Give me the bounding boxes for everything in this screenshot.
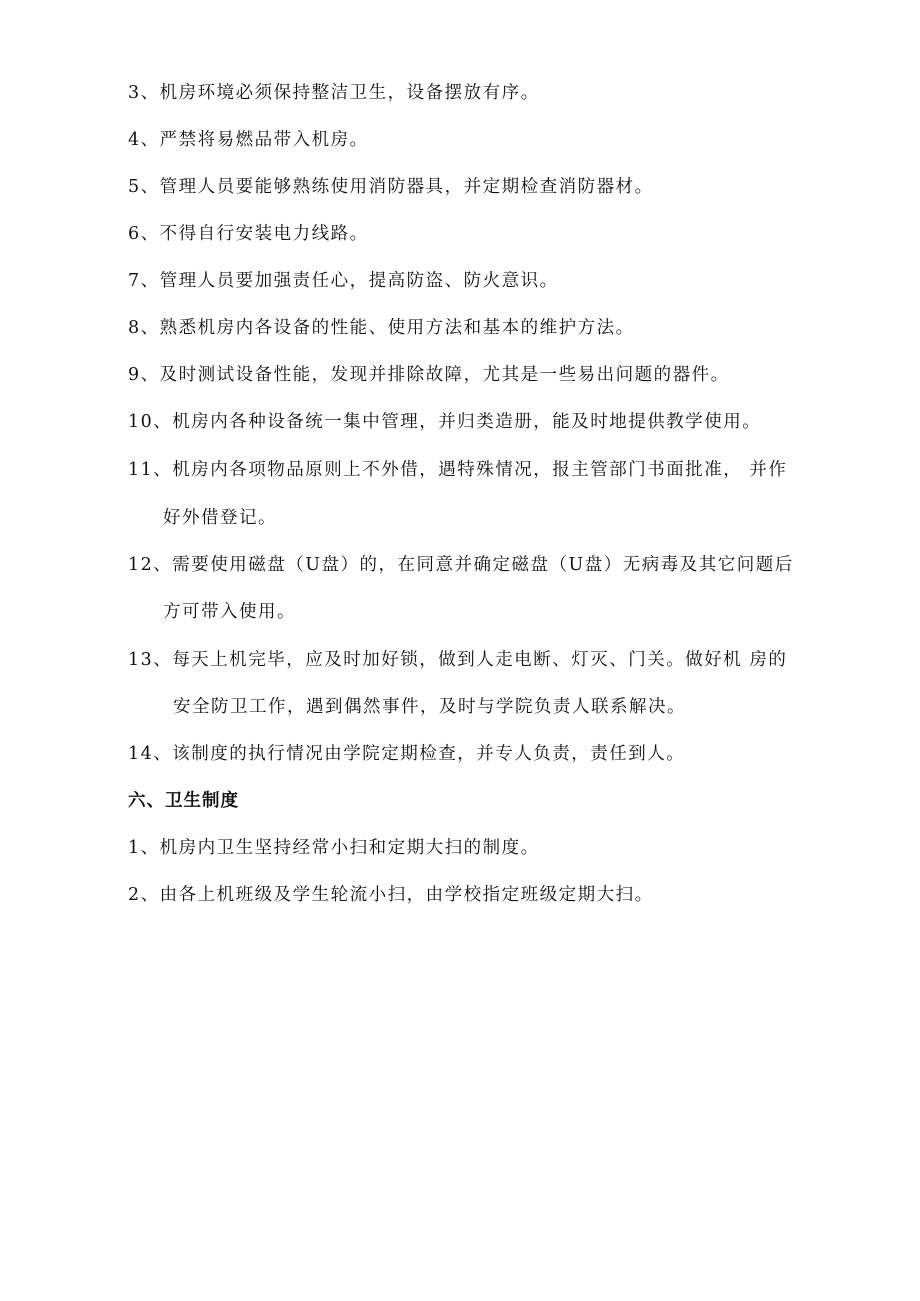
hygiene-item-2: 2、由各上机班级及学生轮流小扫，由学校指定班级定期大扫。 xyxy=(128,885,654,905)
rule-item-8: 8、熟悉机房内各设备的性能、使用方法和基本的维护方法。 xyxy=(128,318,635,338)
rule-item-5: 5、管理人员要能够熟练使用消防器具，并定期检查消防器材。 xyxy=(128,177,654,197)
rule-item-12-continuation: 方可带入使用。 xyxy=(163,602,296,622)
rule-item-13: 13、每天上机完毕，应及时加好锁，做到人走电断、灯灭、门关。做好机 房的 xyxy=(128,650,788,670)
rule-item-10: 10、机房内各种设备统一集中管理，并归类造册，能及时地提供教学使用。 xyxy=(128,412,762,432)
rule-item-3: 3、机房环境必须保持整洁卫生，设备摆放有序。 xyxy=(128,83,540,103)
rule-item-13-continuation: 安全防卫工作，遇到偶然事件，及时与学院负责人联系解决。 xyxy=(173,697,686,717)
hygiene-item-1: 1、机房内卫生坚持经常小扫和定期大扫的制度。 xyxy=(128,838,540,858)
rule-item-12: 12、需要使用磁盘（U盘）的，在同意并确定磁盘（U盘）无病毒及其它问题后 xyxy=(128,555,794,575)
rule-item-7: 7、管理人员要加强责任心，提高防盗、防火意识。 xyxy=(128,271,559,291)
rule-item-6: 6、不得自行安装电力线路。 xyxy=(128,224,369,244)
rule-item-4: 4、严禁将易燃品带入机房。 xyxy=(128,130,369,150)
section-heading: 六、卫生制度 xyxy=(128,791,239,811)
rule-item-11-continuation: 好外借登记。 xyxy=(163,508,277,528)
rule-item-9: 9、及时测试设备性能，发现并排除故障，尤其是一些易出问题的器件。 xyxy=(128,365,730,385)
rule-item-14: 14、该制度的执行情况由学院定期检查，并专人负责，责任到人。 xyxy=(128,744,686,764)
rule-item-11: 11、机房内各项物品原则上不外借，遇特殊情况，报主管部门书面批准， 并作 xyxy=(128,460,788,480)
